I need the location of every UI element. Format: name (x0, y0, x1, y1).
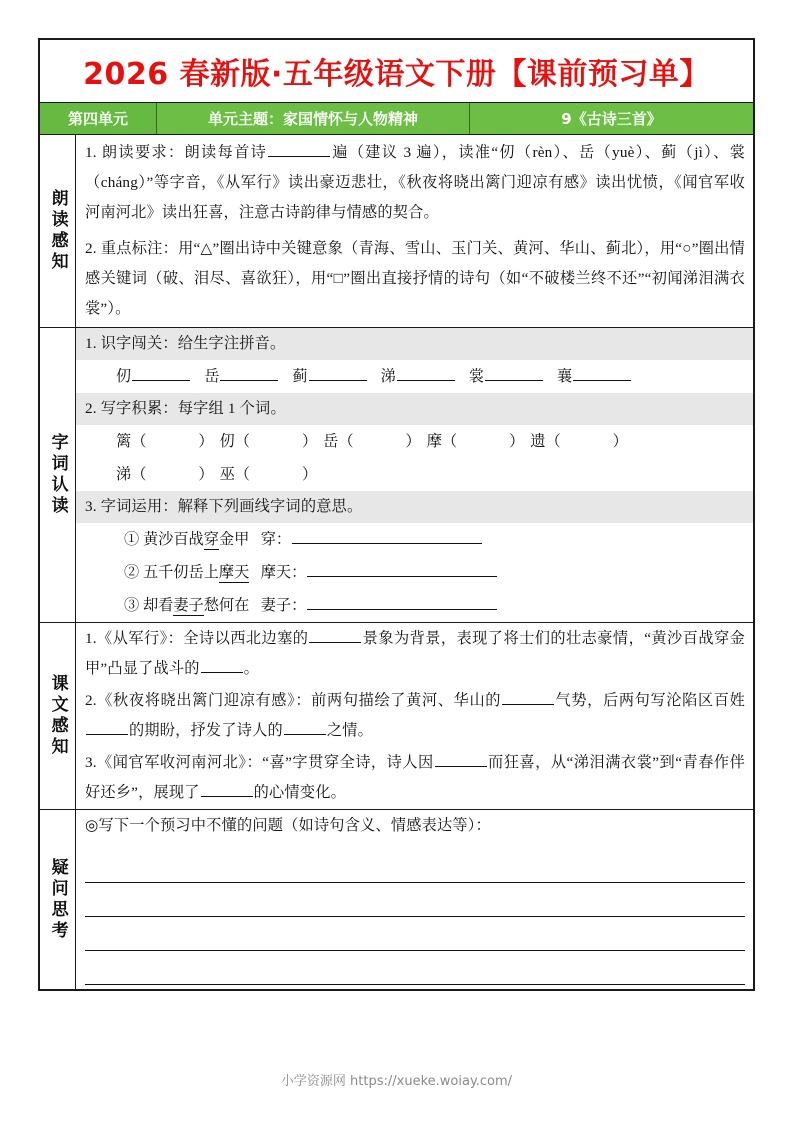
vocab-char: 涕 (380, 368, 396, 385)
vocab-q2-row-2 (76, 458, 753, 491)
vocab-q2-row-1 (76, 425, 753, 458)
section-label-vocabulary (40, 328, 76, 622)
item-number: ① (124, 531, 140, 548)
verse-before: 黄沙百战 (142, 531, 204, 548)
q1-part-b: 景象为背景，表现了将士们的壮志豪情，“黄沙百战穿金甲”凸显了战斗的 (85, 630, 745, 677)
vocab-char: 仞 (219, 433, 235, 450)
blank-line[interactable] (86, 718, 128, 735)
reading-task-1-lead: 1. 朗读要求：朗读每首诗 (85, 144, 268, 161)
vocab-char: 涕 (116, 466, 132, 483)
section-label-reading (40, 135, 76, 327)
vocab-char: 蓟 (292, 368, 308, 385)
q2-part-b: 气势，后两句写沦陷区百姓 (555, 692, 745, 709)
answer-blank[interactable] (292, 527, 482, 544)
word-slot[interactable]: 遗（ ） (530, 433, 628, 450)
q1-part-c: 。 (243, 660, 260, 677)
section-label-text: 朗读感知 (47, 189, 68, 273)
blank-line[interactable] (268, 140, 330, 157)
blank-line[interactable] (502, 688, 554, 705)
vocab-q3-item-3 (76, 589, 753, 622)
verse-after: 金甲 (218, 531, 250, 548)
underlined-word: 穿 (203, 531, 219, 548)
word-slot[interactable]: 涕（ ） (116, 466, 214, 483)
lesson-title-cell: 9《古诗三首》 (470, 103, 753, 134)
term-label: 穿： (260, 531, 292, 548)
item-number: ③ (124, 597, 140, 614)
writing-line[interactable] (85, 842, 745, 883)
underlined-word: 摩天 (218, 564, 250, 581)
section-reading-perception (40, 135, 753, 328)
pinyin-blank[interactable] (132, 364, 190, 381)
section-body-questions (76, 810, 753, 989)
section-questions (40, 810, 753, 989)
answer-blank[interactable] (307, 560, 497, 577)
vocab-q2-prompt: 2. 写字积累：每字组 1 个词。 (76, 393, 753, 425)
word-slot[interactable]: 巫（ ） (219, 466, 318, 483)
vocab-char: 岳 (204, 368, 220, 385)
question-writing-area[interactable] (76, 842, 753, 989)
section-label-questions (40, 810, 76, 989)
pinyin-blank[interactable] (573, 364, 631, 381)
vocab-q3-item-2 (76, 556, 753, 589)
pinyin-blank[interactable] (220, 364, 278, 381)
vocab-char: 裳 (468, 368, 484, 385)
blank-line[interactable] (435, 750, 487, 767)
section-body-reading (76, 135, 753, 327)
q2-part-a: 2.《秋夜将晓出篱门迎凉有感》：前两句描绘了黄河、华山的 (85, 692, 502, 709)
q3-part-b: 而狂喜，从“涕泪满衣裳”到“青春作伴好还乡”，展现了 (85, 754, 745, 801)
comprehension-q3 (76, 747, 753, 809)
q3-part-c: 的心情变化。 (253, 784, 346, 801)
section-label-text: 疑问思考 (47, 857, 68, 942)
pinyin-blank[interactable] (485, 364, 543, 381)
vocab-char: 遗 (530, 433, 546, 450)
q2-part-d: 之情。 (326, 722, 374, 739)
vocab-char: 巫 (219, 466, 235, 483)
unit-number-cell: 第四单元 (40, 103, 157, 134)
answer-blank[interactable] (307, 593, 497, 610)
vocab-char: 仞 (116, 368, 132, 385)
vocab-char: 摩 (426, 433, 442, 450)
section-body-vocabulary (76, 328, 753, 622)
section-vocabulary (40, 328, 753, 623)
writing-line[interactable] (85, 883, 745, 917)
reading-task-1-rest: 遍（建议 3 遍），读准“仞（rèn）、岳（yuè）、蓟（jì）、裳（cháng）”等字音，《从军行》读出豪迈悲壮，《秋夜将晓出篱门迎凉有感》读出忧愤，《闻官军收河南河北》读出狂喜，注意古诗韵律与情感的契合。 (85, 144, 745, 221)
questions-prompt: ◎写下一个预习中不懂的问题（如诗句含义、情感表达等）： (85, 817, 491, 834)
verse-before: 五千仞岳上 (142, 564, 219, 581)
blank-line[interactable] (309, 626, 361, 643)
word-slot[interactable]: 仞（ ） (219, 433, 318, 450)
item-number: ② (124, 564, 140, 581)
q2-part-c: 的期盼，抒发了诗人的 (129, 722, 283, 739)
section-label-text: 字词认读 (47, 433, 68, 517)
verse-after: 愁何在 (203, 597, 250, 614)
term-label: 妻子： (260, 597, 307, 614)
verse-before: 却看 (142, 597, 174, 614)
pinyin-blank[interactable] (397, 364, 455, 381)
section-label-text: 课文感知 (47, 674, 68, 758)
word-slot[interactable]: 岳（ ） (323, 433, 421, 450)
section-body-comprehension (76, 623, 753, 809)
worksheet-table (38, 38, 755, 991)
blank-line[interactable] (284, 718, 326, 735)
vocab-char: 篱 (116, 433, 132, 450)
q3-part-a: 3.《闻官军收河南河北》：“喜”字贯穿全诗，诗人因 (85, 754, 434, 771)
reading-task-1 (76, 135, 753, 231)
word-slot[interactable]: 摩（ ） (426, 433, 525, 450)
word-slot[interactable]: 篱（ ） (116, 433, 214, 450)
underlined-word: 妻子 (173, 597, 204, 614)
page-title: 2026 春新版·五年级语文下册【课前预习单】 (83, 57, 710, 92)
section-text-comprehension (40, 623, 753, 810)
unit-theme-cell: 单元主题：家国情怀与人物精神 (157, 103, 470, 134)
section-label-comprehension (40, 623, 76, 809)
q1-part-a: 1.《从军行》：全诗以西北边塞的 (85, 630, 309, 647)
vocab-q1-answer-row (76, 360, 753, 393)
blank-line[interactable] (201, 656, 243, 673)
vocab-q3-prompt: 3. 字词运用：解释下列画线字词的意思。 (76, 491, 753, 523)
writing-line[interactable] (85, 917, 745, 951)
vocab-q3-item-1 (76, 523, 753, 556)
vocab-q1-prompt: 1. 识字闯关：给生字注拼音。 (76, 328, 753, 360)
unit-header-row (40, 103, 753, 135)
blank-line[interactable] (201, 780, 253, 797)
writing-line[interactable] (85, 951, 745, 985)
footer-watermark: 小学资源网 https://xueke.woiay.com/ (280, 1074, 513, 1089)
comprehension-q2 (76, 685, 753, 747)
vocab-char: 岳 (323, 433, 339, 450)
vocab-char: 襄 (556, 368, 573, 385)
reading-task-2: 2. 重点标注：用“△”圈出诗中关键意象（青海、雪山、玉门关、黄河、华山、蓟北），用“○”圈出情感关键词（破、泪尽、喜欲狂），用“□”圈出直接抒情的诗句（如“不破楼兰终不还”“初闻涕泪满衣裳”）。 (85, 240, 745, 317)
pinyin-blank[interactable] (309, 364, 367, 381)
term-label: 摩天： (260, 564, 307, 581)
title-banner (40, 40, 753, 103)
comprehension-q1 (76, 623, 753, 685)
